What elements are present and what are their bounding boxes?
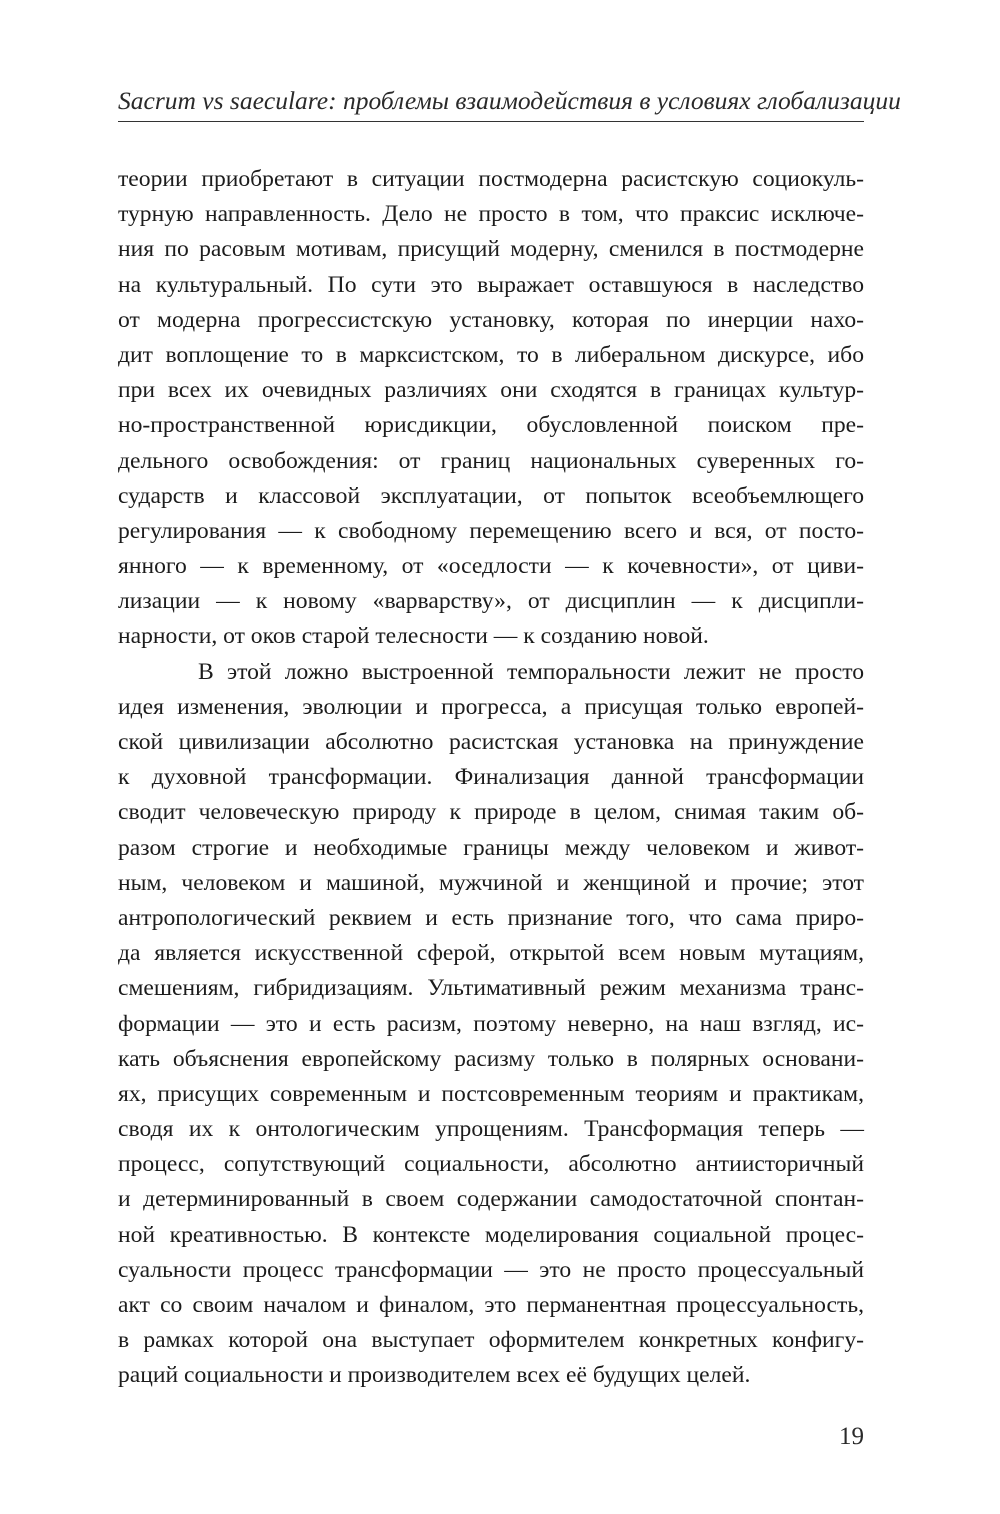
text-line: нарности, от оков старой телесности — к созданию новой. [118,623,709,650]
page-number: 19 [839,1423,864,1450]
text-line: дельного освобождения: от границ национальных суверенных го- [118,447,864,474]
running-header: Sacrum vs saeculare: проблемы взаимодействия в условиях глобализации [118,86,901,115]
text-line: ской цивилизации абсолютно расистская установка на принуждение [118,729,864,755]
text-line: теории приобретают в ситуации постмодерна расистскую социокуль- [118,166,864,192]
text-line: ях, присущих современным и постсовременным теориям и практикам, [118,1080,864,1107]
text-line: ния по расовым мотивам, присущий модерну, сменился в постмодерне [118,236,864,263]
text-line: дит воплощение то в марксистском, то в либеральном дискурсе, ибо [118,341,864,368]
text-line: в рамках которой она выступает оформителем конкретных конфигу- [118,1327,864,1354]
paragraph-1 [118,162,864,655]
text-line: сводя их к онтологическим упрощениям. Трансформация теперь — [118,1116,864,1143]
text-line: антропологический реквием и есть признание того, что сама приро- [118,904,864,931]
text-line: процесс, сопутствующий социальности, абсолютно антиисторичный [118,1151,864,1178]
text-line: ным, человеком и машиной, мужчиной и женщиной и прочие; этот [118,869,864,896]
text-line: смешениям, гибридизациям. Ультимативный режим механизма транс- [118,975,864,1002]
text-line: сводит человеческую природу к природе в целом, снимая таким об- [118,799,864,826]
text-line: суальности процесс трансформации — это не просто процессуальный [118,1256,864,1283]
text-line: к духовной трансформации. Финализация данной трансформации [118,764,864,791]
text-line: лизации — к новому «варварству», от дисциплин — к дисципли- [118,588,864,615]
text-line: но-пространственной юрисдикции, обусловленной поиском пре- [118,412,864,439]
text-line: турную направленность. Дело не просто в том, что праксис исключе- [118,201,864,228]
header-rule [118,121,864,122]
text-line: да является искусственной сферой, открытой всем новым мутациям, [118,940,864,967]
text-line: разом строгие и необходимые границы между человеком и живот- [118,834,864,861]
text-line: янного — к временному, от «оседлости — к кочевности», от циви- [118,553,864,580]
text-line: В этой ложно выстроенной темпоральности лежит не просто [198,658,864,685]
text-line: формации — это и есть расизм, поэтому неверно, на наш взгляд, ис- [118,1010,864,1037]
text-line: кать объяснения европейскому расизму только в полярных основани- [118,1045,864,1072]
paragraph-2 [118,655,864,1394]
text-line: раций социальности и производителем всех её будущих целей. [118,1362,751,1389]
text-line: сударств и классовой эксплуатации, от попыток всеобъемлющего [118,482,864,509]
text-line: идея изменения, эволюции и прогресса, а присущая только европей- [118,693,864,720]
text-line: регулирования — к свободному перемещению всего и вся, от посто- [118,517,864,544]
text-line: на культуральный. По сути это выражает оставшуюся в наследство [118,271,864,298]
text-line: акт со своим началом и финалом, это перманентная процессуальность, [118,1292,864,1318]
text-line: ной креативностью. В контексте моделирования социальной процес- [118,1221,864,1248]
body-text [118,162,864,1394]
text-line: при всех их очевидных различиях они сходятся в границах культур- [118,377,864,404]
text-line: от модерна прогрессистскую установку, которая по инерции нахо- [118,306,864,333]
text-line: и детерминированный в своем содержании самодостаточной спонтан- [118,1186,864,1213]
